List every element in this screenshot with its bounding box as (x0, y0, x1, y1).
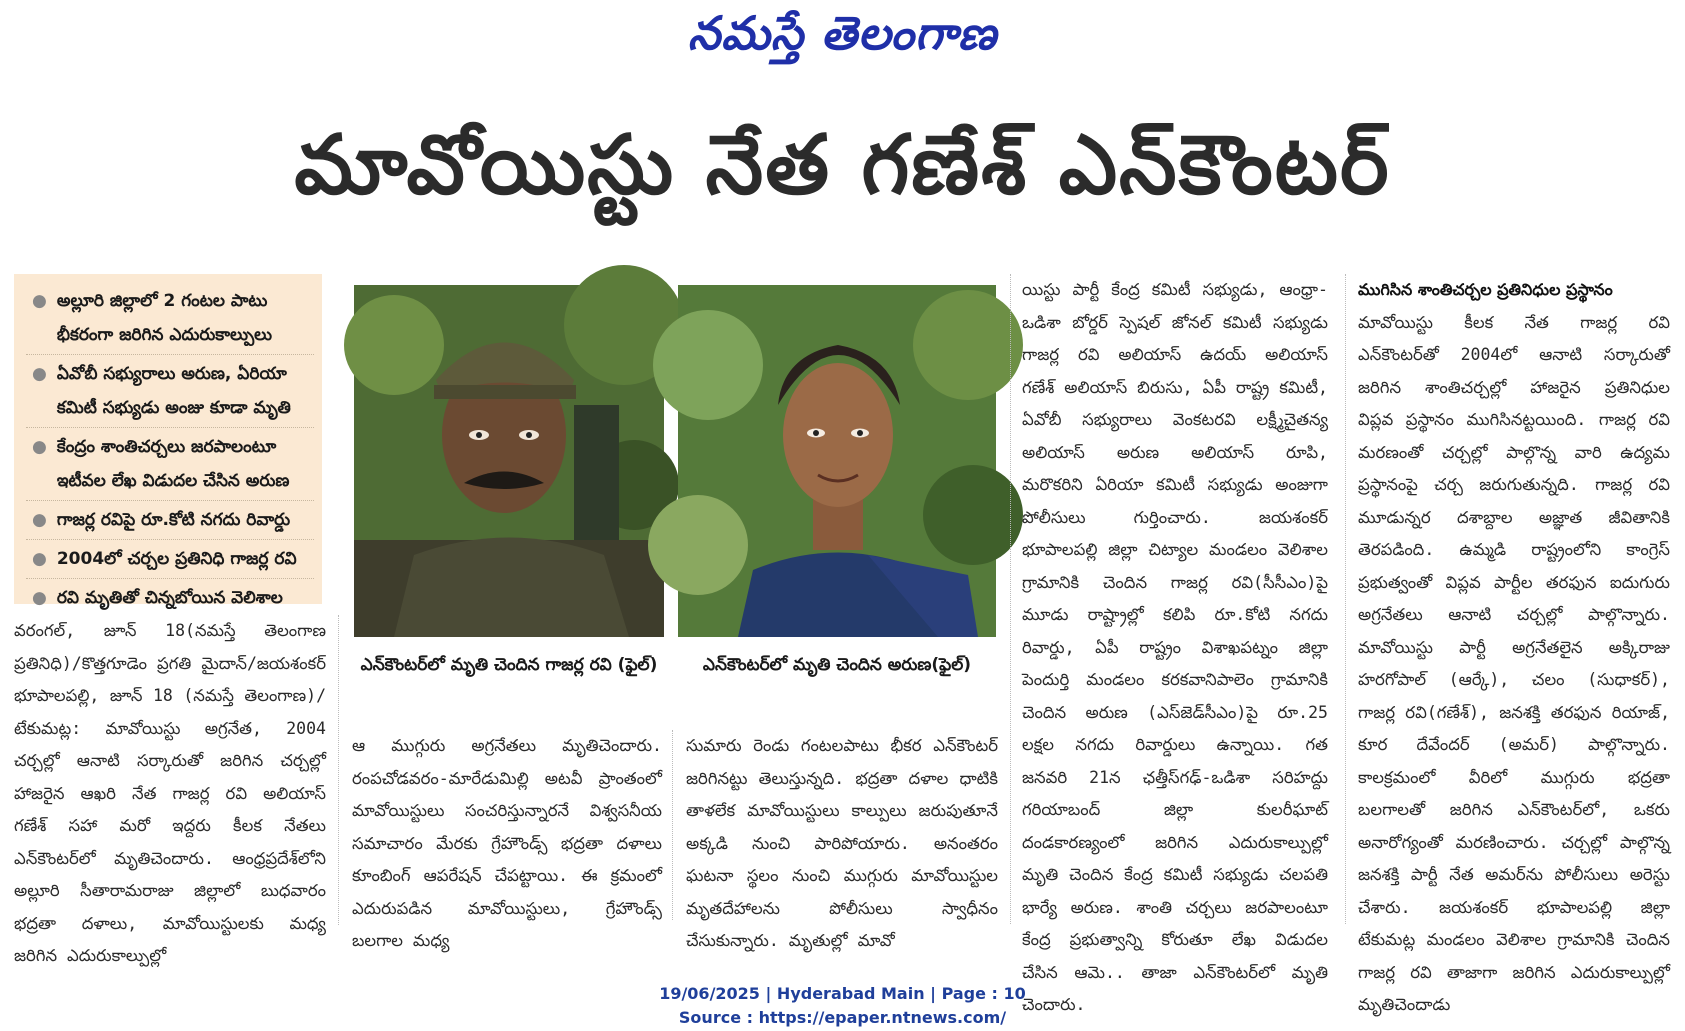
column-divider (672, 730, 673, 920)
column-divider (1345, 274, 1346, 924)
article-column-3: సుమారు రెండు గంటలపాటు భీకర ఎన్‌కౌంటర్ జరిగినట్టు తెలుస్తున్నది. భద్రతా దళాల ధాటికి తాళలేక మావోయిస్టులు కాల్పులు జరుపుతూనే అక్కడి నుంచి పారిపోయారు. అనంతరం ఘటనా స్థలం నుంచి ముగ్గురు మావోయిస్టుల మృతదేహాలను పోలీసులు స్వాధీనం చేసుకున్నారు. మృతుల్లో మావో (686, 736, 998, 950)
highlight-item: ● గాజర్ల రవిపై రూ.కోటి నగదు రివార్డు (26, 503, 314, 540)
section-subheading: ముగిసిన శాంతిచర్చల ప్రతినిధుల ప్రస్థానం (1358, 280, 1613, 299)
portrait-man-image (354, 285, 664, 637)
article-column-5-text: మావోయిస్టు కీలక నేత గాజర్ల రవి ఎన్‌కౌంటర్‌తో 2004లో ఆనాటి సర్కారుతో జరిగిన శాంతిచర్చల్లో హాజరైన ప్రతినిధుల విప్లవ ప్రస్థానం ముగిసినట్టయింది. గాజర్ల రవి మరణంతో చర్చల్లో పాల్గొన్న వారి ఉద్యమ ప్రస్థానంపై చర్చ జరుగుతున్నది. గాజర్ల రవి మూడున్నర దశాబ్దాల అజ్ఞాత జీవితానికి తెరపడింది. ఉమ్మడి రాష్ట్రంలోని కాంగ్రెస్ ప్రభుత్వంతో విప్లవ పార్టీల తరఫున ఐదుగురు అగ్రనేతలు ఆనాటి చర్చల్లో పాల్గొన్నారు. మావోయిస్టు పార్టీ అగ్రనేతలైన అక్కిరాజు హరగోపాల్ (ఆర్కే), చలం (సుధాకర్), గాజర్ల రవి(గణేశ్), జనశక్తి తరఫున రియాజ్, కూర దేవేందర్ (అమర్) పాల్గొన్నారు. కాలక్రమంలో వీరిలో ముగ్గురు భద్రతా బలగాలతో జరిగిన ఎన్‌కౌంటర్‌లో, ఒకరు అనారోగ్యంతో మరణించారు. చర్చల్లో పాల్గొన్న జనశక్తి పార్టీ నేత అమర్‌ను పోలీసులు అరెస్టు చేశారు. జయశంకర్ భూపాలపల్లి జిల్లా టేకుమట్ల మండలం వెలిశాల గ్రామానికి చెందిన గాజర్ల రవి తాజాగా జరిగిన ఎదురుకాల్పుల్లో మృతిచెందాడు (1358, 312, 1670, 1014)
highlight-item: ● రవి మృతితో చిన్నబోయిన వెలిశాల (26, 581, 314, 617)
highlight-item: ● 2004లో చర్చల ప్రతినిధి గాజర్ల రవి (26, 542, 314, 579)
column-divider (1010, 274, 1011, 924)
bullet-icon: ● (32, 549, 47, 569)
article-column-1: వరంగల్, జూన్ 18(నమస్తే తెలంగాణ ప్రతినిధి)/కొత్తగూడెం ప్రగతి మైదాన్/జయశంకర్ భూపాలపల్లి, జూన్ 18 (నమస్తే తెలంగాణ)/టేకుమట్ల: మావోయిస్టు అగ్రనేత, 2004 చర్చల్లో ఆనాటి సర్కారుతో జరిగిన చర్చల్లో హాజరైన ఆఖరి నేత గాజర్ల రవి అలియాస్ గణేశ్ సహా మరో ఇద్దరు కీలక నేతలు ఎన్‌కౌంటర్‌లో మృతిచెందారు. ఆంధ్రప్రదేశ్‌లోని అల్లూరి సీతారామరాజు జిల్లాలో బుధవారం భద్రతా దళాలు, మావోయిస్టులకు మధ్య జరిగిన ఎదురుకాల్పుల్లో (14, 621, 326, 965)
bullet-icon: ● (32, 588, 47, 608)
bullet-icon: ● (32, 291, 47, 311)
photo-gajarla-ravi (354, 285, 664, 637)
source-link[interactable]: Source : https://epaper.ntnews.com/ (678, 1008, 1007, 1027)
highlight-item: ● కేంద్రం శాంతిచర్చలు జరపాలంటూ ఇటీవల లేఖ విడుదల చేసిన అరుణ (26, 430, 314, 501)
highlight-item: ● ఏవోబీ సభ్యురాలు అరుణ, ఏరియా కమిటీ సభ్యుడు అంజు కూడా మృతి (26, 357, 314, 428)
article-column-5 (1358, 274, 1670, 1014)
article-column-2: ఆ ముగ్గురు అగ్రనేతలు మృతిచెందారు. రంపచోడవరం-మారేడుమిల్లి అటవీ ప్రాంతంలో మావోయిస్టులు సంచరిస్తున్నారనే విశ్వసనీయ సమాచారం మేరకు గ్రేహౌండ్స్ భద్రతా దళాలు కూంబింగ్ ఆపరేషన్ చేపట్టాయి. ఈ క్రమంలో ఎదురుపడిన మావోయిస్టులు, గ్రేహౌండ్స్ బలగాల మధ్య (352, 736, 662, 950)
highlight-item: ● అల్లూరి జిల్లాలో 2 గంటల పాటు భీకరంగా జరిగిన ఎదురుకాల్పులు (26, 284, 314, 355)
photo1-caption: ఎన్‌కౌంటర్‌లో మృతి చెందిన గాజర్ల రవి (ఫైల్) (360, 655, 658, 675)
headline: మావోయిస్టు నేత గణేశ్ ఎన్‌కౌంటర్ (294, 118, 1391, 213)
photo2-caption: ఎన్‌కౌంటర్‌లో మృతి చెందిన అరుణ(ఫైల్) (702, 655, 972, 675)
column-divider (338, 615, 339, 925)
article-column-4: యిస్టు పార్టీ కేంద్ర కమిటీ సభ్యుడు, ఆంధ్రా-ఒడిశా బోర్డర్ స్పెషల్ జోనల్ కమిటీ సభ్యుడు గాజర్ల రవి అలియాస్ ఉదయ్ అలియాస్ గణేశ్ అలియాస్ బిరుసు, ఏపీ రాష్ట్ర కమిటీ, ఏవోబీ సభ్యురాలు వెంకటరవి లక్ష్మీచైతన్య అలియాస్ అరుణ అలియాస్ రూపి, మరొకరిని ఏరియా కమిటీ సభ్యుడు అంజుగా పోలీసులు గుర్తించారు. జయశంకర్ భూపాలపల్లి జిల్లా చిట్యాల మండలం వెలిశాల గ్రామానికి చెందిన గాజర్ల రవి(సీసీఎం)పై మూడు రాష్ట్రాల్లో కలిపి రూ.కోటి నగదు రివార్డు, ఏపీ రాష్ట్రం విశాఖపట్నం జిల్లా పెందుర్తి మండలం కరకవానిపాలెం గ్రామానికి చెందిన అరుణ (ఎస్‌జెడ్‌సీఎం)పై రూ.25 లక్షల నగదు రివార్డులు ఉన్నాయి. గత జనవరి 21న ఛత్తీస్‌గఢ్-ఒడిశా సరిహద్దు గరియాబంద్ జిల్లా కులరీఘాట్ దండకారణ్యంలో జరిగిన ఎదురుకాల్పుల్లో మృతి చెందిన కేంద్ర కమిటీ సభ్యుడు చలపతి భార్యే అరుణ. శాంతి చర్చలు జరపాలంటూ కేంద్ర ప్రభుత్వాన్ని కోరుతూ లేఖ విడుదల చేసిన ఆమె.. తాజా ఎన్‌కౌంటర్‌లో మృతి చెందారు. (1022, 280, 1328, 1014)
bullet-icon: ● (32, 437, 47, 457)
edition-info: 19/06/2025 | Hyderabad Main | Page : 10 (659, 984, 1026, 1003)
highlights-box (14, 274, 322, 608)
masthead-logo: నమస్తే తెలంగాణ (687, 6, 998, 60)
bullet-icon: ● (32, 510, 47, 530)
photo-aruna (678, 285, 996, 637)
portrait-woman-image (678, 285, 996, 637)
bullet-icon: ● (32, 364, 47, 384)
